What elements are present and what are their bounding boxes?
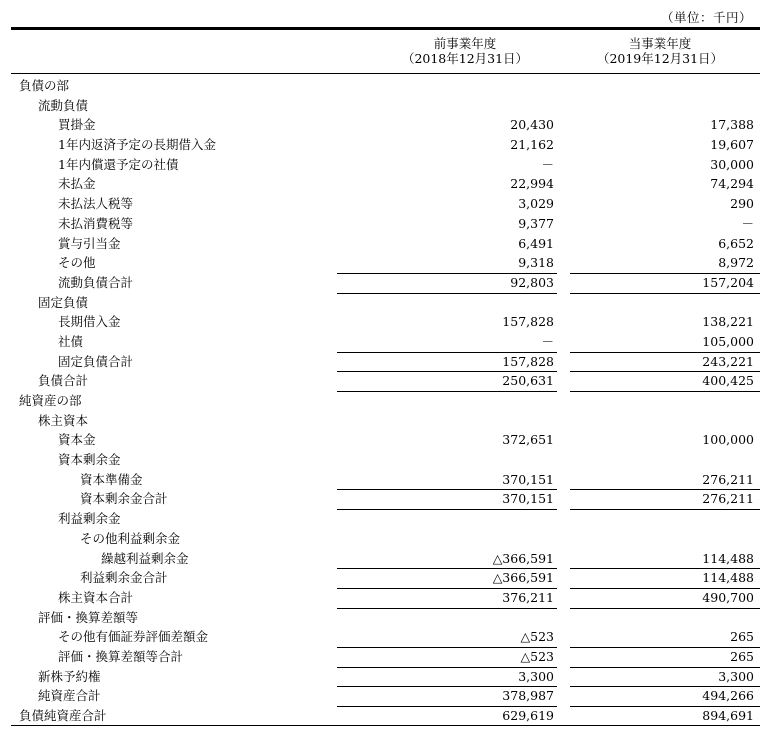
row-label: 資本剰余金合計 xyxy=(80,491,168,507)
table-row xyxy=(0,214,766,234)
table-row xyxy=(0,430,766,450)
subtotal-rule-current xyxy=(570,608,760,609)
value-previous: 20,430 xyxy=(510,117,554,133)
value-previous: 3,300 xyxy=(518,668,554,684)
value-current: 138,221 xyxy=(702,314,754,330)
value-current: － xyxy=(741,215,754,231)
table-row xyxy=(0,194,766,214)
table-row xyxy=(0,155,766,175)
value-previous: 3,029 xyxy=(518,196,554,212)
row-label: 長期借入金 xyxy=(58,314,121,330)
value-current: 19,607 xyxy=(710,137,754,153)
value-previous: － xyxy=(541,156,554,172)
row-label: 株主資本合計 xyxy=(58,589,134,605)
value-previous: △366,591 xyxy=(492,570,554,586)
table-row xyxy=(0,352,766,372)
value-current: 265 xyxy=(730,648,754,664)
row-label: 純資産の部 xyxy=(19,393,82,408)
table-row xyxy=(0,588,766,608)
subtotal-rule-current xyxy=(570,391,760,392)
row-label: 利益剰余金 xyxy=(58,511,121,527)
row-label: 繰越利益剰余金 xyxy=(101,550,189,566)
value-current: 6,652 xyxy=(718,235,754,251)
table-row xyxy=(0,253,766,273)
value-previous: 376,211 xyxy=(502,589,554,605)
subtotal-rule-previous xyxy=(337,509,557,510)
table-row xyxy=(0,529,766,549)
row-label: 純資産合計 xyxy=(38,688,101,704)
header-top-rule xyxy=(11,27,760,30)
value-current: 400,425 xyxy=(702,373,754,389)
row-label: 流動負債 xyxy=(38,97,89,113)
value-current: 490,700 xyxy=(702,589,754,605)
row-label: 固定負債合計 xyxy=(58,353,134,369)
column-header-current xyxy=(570,36,750,66)
value-current: 100,000 xyxy=(702,432,754,448)
table-row xyxy=(0,411,766,431)
row-label: 社債 xyxy=(58,333,84,349)
value-previous: 9,318 xyxy=(518,255,554,271)
table-row xyxy=(0,371,766,391)
value-current: 243,221 xyxy=(702,353,754,369)
row-label: 資本金 xyxy=(58,432,96,448)
value-previous: 6,491 xyxy=(518,235,554,251)
row-label: 資本剰余金 xyxy=(58,452,121,468)
value-current: 74,294 xyxy=(710,176,754,192)
value-previous: △366,591 xyxy=(492,550,554,566)
value-previous: 370,151 xyxy=(502,471,554,487)
table-row xyxy=(0,135,766,155)
row-label: 1年内返済予定の長期借入金 xyxy=(58,137,216,153)
row-label: 固定負債 xyxy=(38,294,89,310)
row-label: 株主資本 xyxy=(38,412,89,428)
table-row xyxy=(0,627,766,647)
row-label: 1年内償還予定の社債 xyxy=(58,156,179,172)
row-label: 未払法人税等 xyxy=(58,196,134,212)
table-row xyxy=(0,568,766,588)
row-label: 利益剰余金合計 xyxy=(80,570,168,586)
value-current: 30,000 xyxy=(710,156,754,172)
table-row xyxy=(0,293,766,313)
value-current: 8,972 xyxy=(718,255,754,271)
row-label: 賞与引当金 xyxy=(58,235,121,251)
balance-sheet-table xyxy=(0,76,766,726)
value-previous: 9,377 xyxy=(518,215,554,231)
table-row xyxy=(0,686,766,706)
value-current: 105,000 xyxy=(702,333,754,349)
value-previous: 21,162 xyxy=(510,137,554,153)
table-row xyxy=(0,470,766,490)
column-date-current: （2019年12月31日） xyxy=(596,51,724,66)
value-current: 265 xyxy=(730,629,754,645)
value-previous: 22,994 xyxy=(510,176,554,192)
row-label: 流動負債合計 xyxy=(58,274,134,290)
row-label: 未払金 xyxy=(58,176,96,192)
value-current: 290 xyxy=(730,196,754,212)
column-title-current: 当事業年度 xyxy=(628,36,692,51)
row-label: 買掛金 xyxy=(58,117,96,133)
value-previous: 372,651 xyxy=(502,432,554,448)
row-label: 負債の部 xyxy=(19,78,70,93)
value-previous: 250,631 xyxy=(502,373,554,389)
row-label: その他利益剰余金 xyxy=(80,530,181,546)
table-row xyxy=(0,509,766,529)
table-row xyxy=(0,450,766,470)
table-row xyxy=(0,489,766,509)
column-title-previous: 前事業年度 xyxy=(433,36,497,51)
table-row xyxy=(0,391,766,411)
table-row xyxy=(0,174,766,194)
table-row xyxy=(0,76,766,96)
table-bottom-rule xyxy=(11,725,760,726)
value-current: 894,691 xyxy=(702,708,754,723)
row-label: 負債純資産合計 xyxy=(19,708,107,723)
table-row xyxy=(0,115,766,135)
value-previous: △523 xyxy=(520,648,554,664)
value-previous: 92,803 xyxy=(510,274,554,290)
value-current: 494,266 xyxy=(702,688,754,704)
header-bottom-rule xyxy=(11,73,760,74)
row-label: 未払消費税等 xyxy=(58,215,134,231)
value-current: 17,388 xyxy=(710,117,754,133)
row-label: 資本準備金 xyxy=(80,471,143,487)
unit-label: （単位：千円） xyxy=(660,10,752,25)
table-row xyxy=(0,332,766,352)
value-previous: 157,828 xyxy=(502,314,554,330)
row-label: その他有価証券評価差額金 xyxy=(58,629,209,645)
value-current: 276,211 xyxy=(702,491,754,507)
row-label: 評価・換算差額等合計 xyxy=(58,648,184,664)
value-previous: 378,987 xyxy=(502,688,554,704)
row-label: 負債合計 xyxy=(38,373,89,389)
column-header-previous xyxy=(375,36,555,66)
value-previous: 370,151 xyxy=(502,491,554,507)
column-date-previous: （2018年12月31日） xyxy=(401,51,529,66)
row-label: 新株予約権 xyxy=(38,668,101,684)
table-row xyxy=(0,96,766,116)
subtotal-rule-current xyxy=(570,509,760,510)
table-row xyxy=(0,667,766,687)
value-current: 157,204 xyxy=(702,274,754,290)
value-current: 276,211 xyxy=(702,471,754,487)
value-previous: 157,828 xyxy=(502,353,554,369)
subtotal-rule-previous xyxy=(337,608,557,609)
value-current: 3,300 xyxy=(718,668,754,684)
row-label: 評価・換算差額等 xyxy=(38,609,139,625)
table-row xyxy=(0,706,766,726)
subtotal-rule-previous xyxy=(337,293,557,294)
value-current: 114,488 xyxy=(702,570,754,586)
row-label: その他 xyxy=(58,255,96,271)
table-row xyxy=(0,234,766,254)
table-row xyxy=(0,273,766,293)
table-row xyxy=(0,647,766,667)
value-previous: 629,619 xyxy=(502,708,554,723)
value-previous: － xyxy=(541,333,554,349)
value-current: 114,488 xyxy=(702,550,754,566)
table-row xyxy=(0,608,766,628)
table-row xyxy=(0,549,766,569)
subtotal-rule-previous xyxy=(337,391,557,392)
table-row xyxy=(0,312,766,332)
value-previous: △523 xyxy=(520,629,554,645)
subtotal-rule-current xyxy=(570,293,760,294)
